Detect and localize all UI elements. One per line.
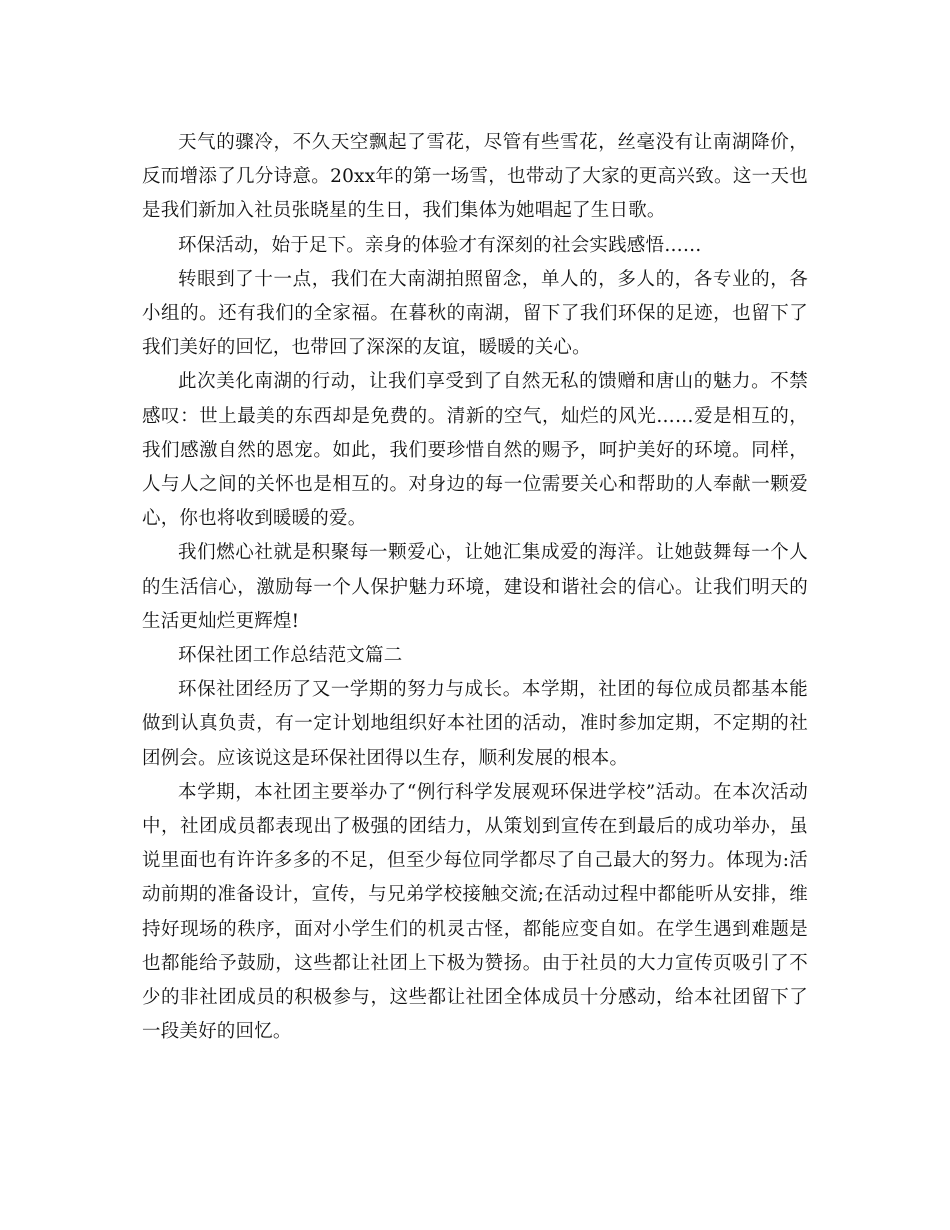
document-body <box>142 126 808 1049</box>
section-heading: 环保社团工作总结范文篇二 <box>178 645 403 667</box>
paragraph-society-love: 我们燃心社就是积聚每一颗爱心，让她汇集成爱的海洋。让她鼓舞每一个人的生活信心，激励每一个人保护魅力环境，建设和谐社会的信心。让我们明天的生活更灿烂更辉煌! <box>142 542 808 632</box>
paragraph-first-snow: 天气的骤冷，不久天空飘起了雪花，尽管有些雪花，丝毫没有让南湖降价，反而增添了几分诗意。20xx年的第一场雪，也带动了大家的更高兴致。这一天也是我们新加入社员张晓星的生日，我们集体为她唱起了生日歌。 <box>142 132 808 222</box>
paragraph-photo-memories: 转眼到了十一点，我们在大南湖拍照留念，单人的，多人的，各专业的，各小组的。还有我们的全家福。在暮秋的南湖，留下了我们环保的足迹，也留下了我们美好的回忆，也带回了深深的友谊，暖暖的关心。 <box>142 268 808 359</box>
paragraph-school-activity: 本学期，本社团主要举办了“例行科学发展观环保进学校”活动。在本次活动中，社团成员都表现出了极强的团结力，从策划到宣传在到最后的成功举办，虽说里面也有许许多多的不足，但至少每位同学都尽了自己最大的努力。体现为:活动前期的准备设计，宣传，与兄弟学校接触交流;在活动过程中都能听从安排，维持好现场的秩序，面对小学生们的机灵古怪，都能应变自如。在学生遇到难题是也都能给予鼓励，这些都让社团上下极为赞扬。由于社员的大力宣传页吸引了不少的非社团成员的积极参与，这些都让社团全体成员十分感动，给本社团留下了一段美好的回忆。 <box>142 781 808 1043</box>
paragraph-nanhu-beautification: 此次美化南湖的行动，让我们享受到了自然无私的馈赠和唐山的魅力。不禁感叹：世上最美的东西却是免费的。清新的空气，灿烂的风光……爱是相互的，我们感激自然的恩宠。如此，我们要珍惜自然的赐予，呵护美好的环境。同样，人与人之间的关怀也是相互的。对身边的每一位需要关心和帮助的人奉献一颗爱心，你也将收到暖暖的爱。 <box>142 371 808 530</box>
paragraph-semester-growth: 环保社团经历了又一学期的努力与成长。本学期，社团的每位成员都基本能做到认真负责，有一定计划地组织好本社团的活动，准时参加定期，不定期的社团例会。应该说这是环保社团得以生存，顺利发展的根本。 <box>142 679 808 769</box>
paragraph-environmental-activity: 环保活动，始于足下。亲身的体验才有深刻的社会实践感悟…… <box>178 234 702 256</box>
